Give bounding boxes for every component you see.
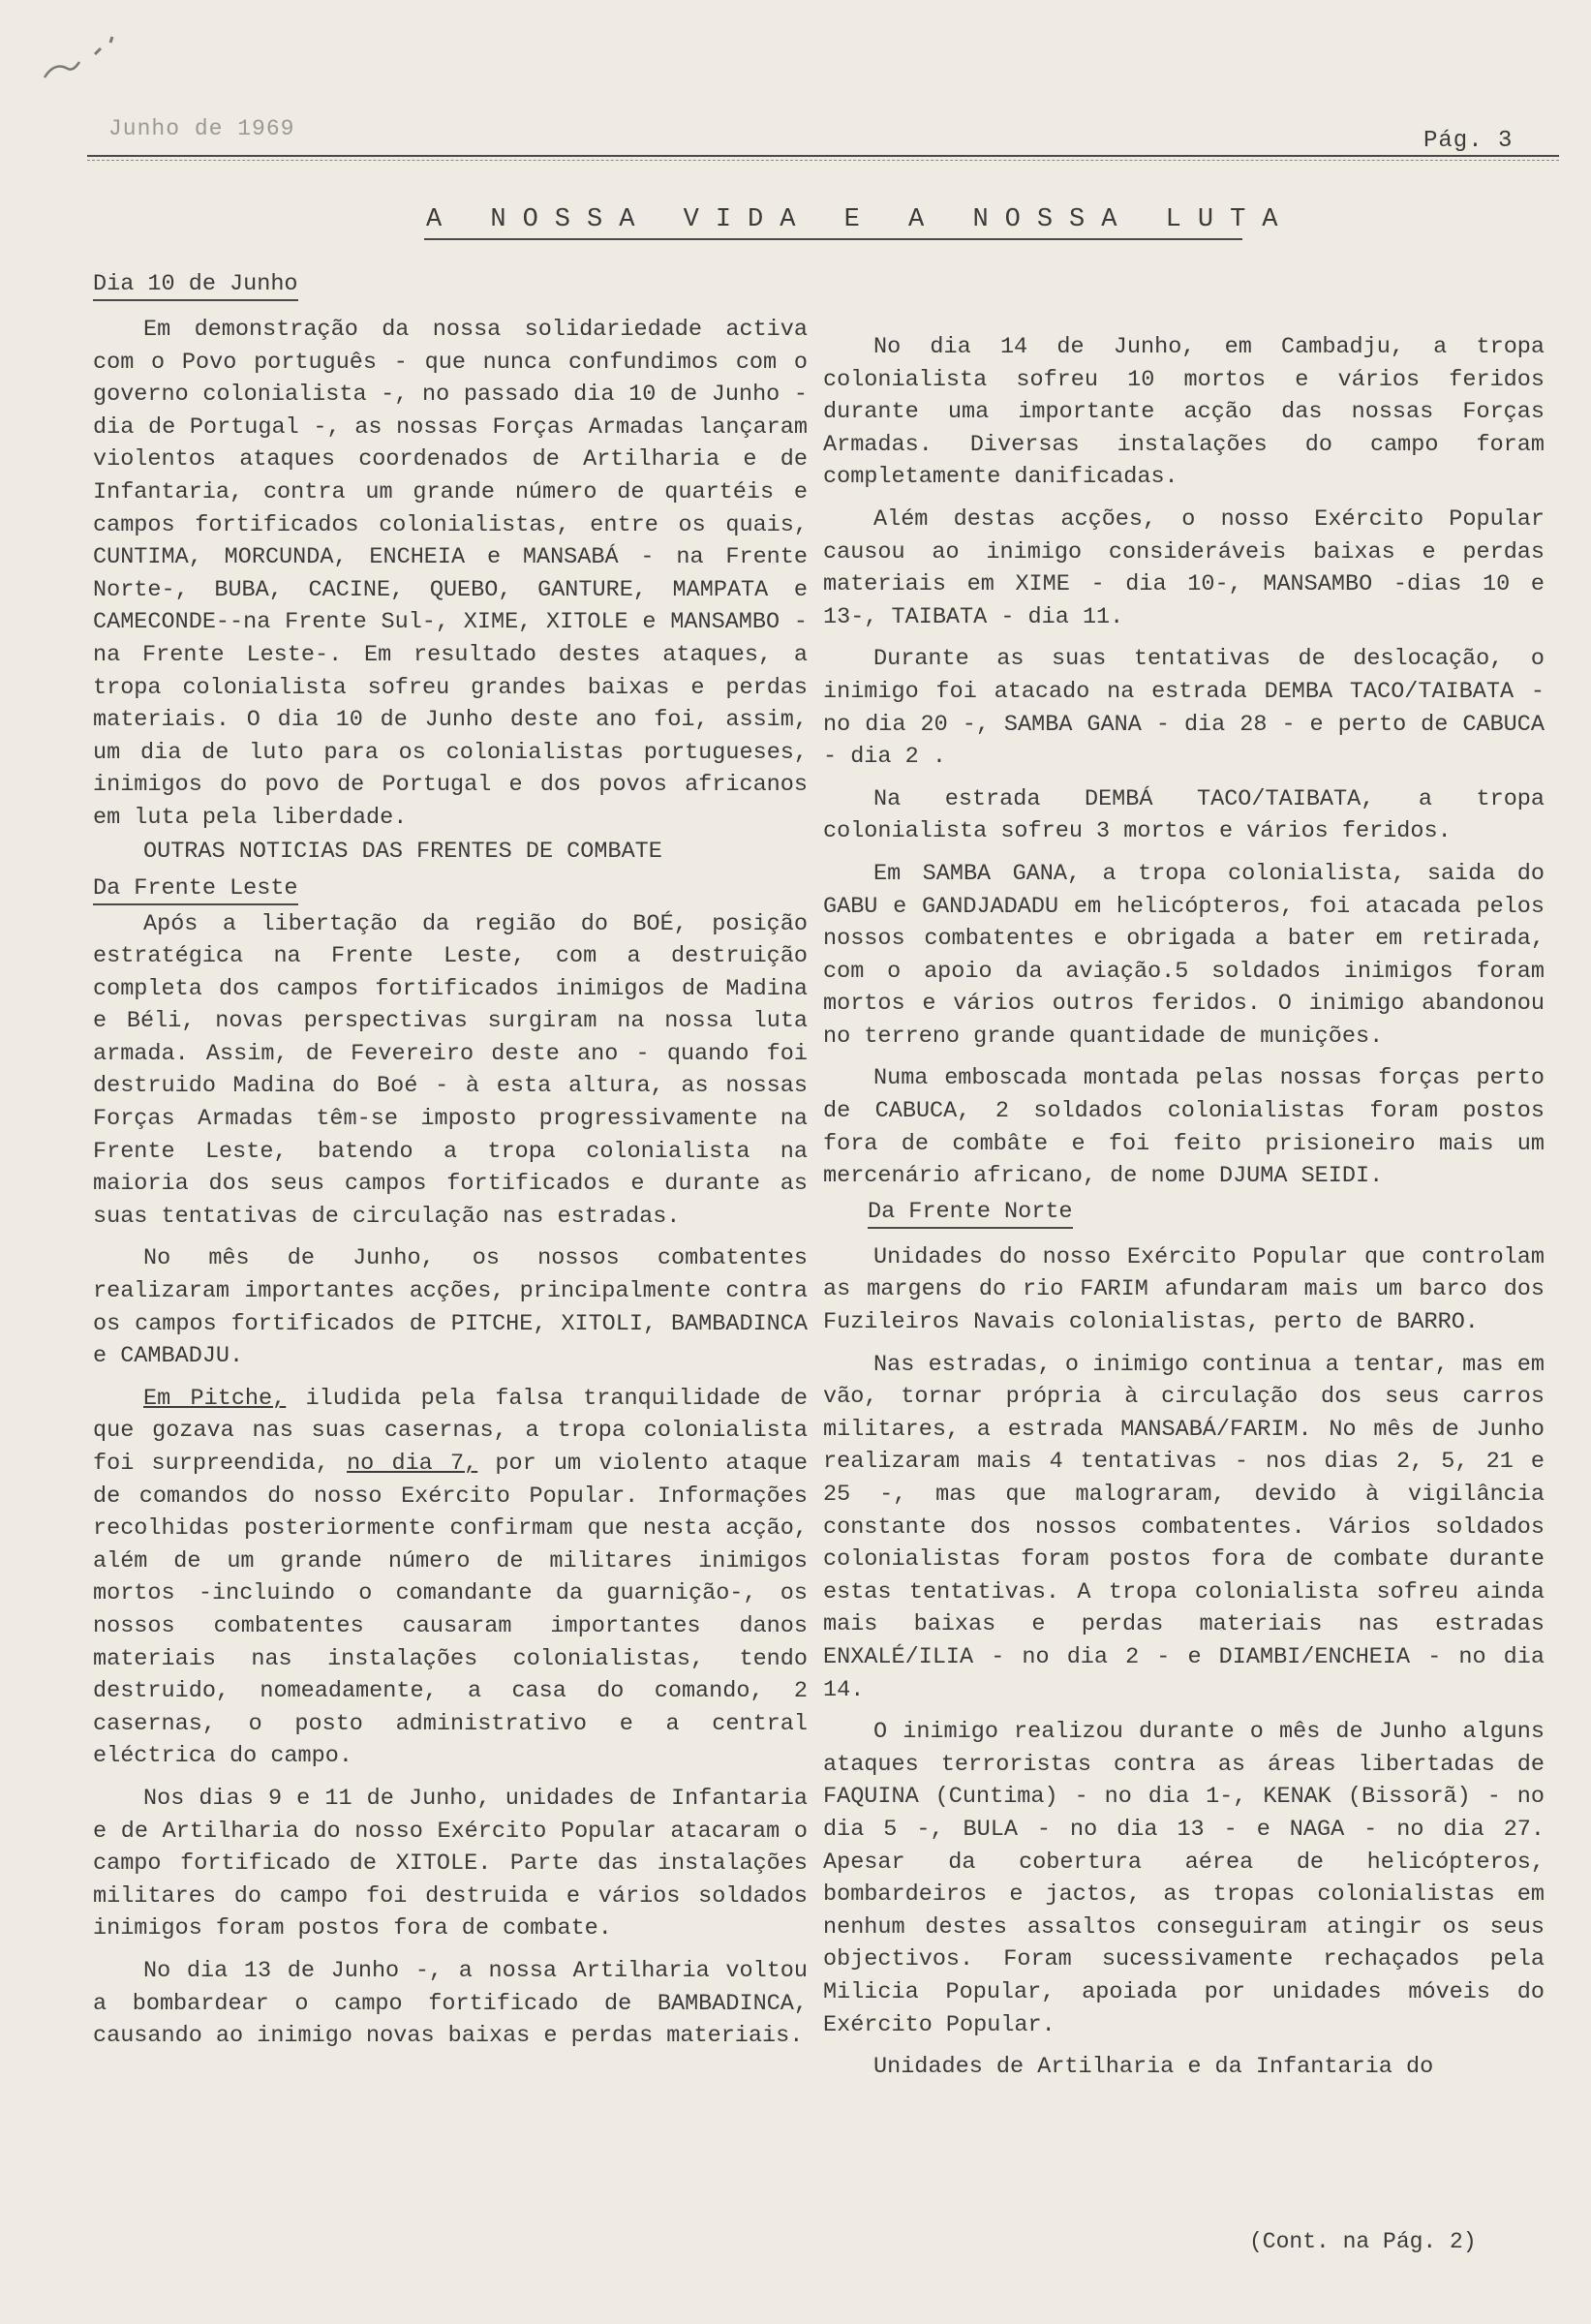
heading-east-front-wrap xyxy=(93,870,808,908)
heading-day-10-wrap xyxy=(93,265,808,304)
heading-north-front-wrap xyxy=(823,1193,1545,1232)
pitche-text-1: iludida pela falsa tranquilidade de que gozava nas suas casernas, a tropa colonialista foi surpreendida, xyxy=(93,1385,809,1477)
heading-east-front: Da Frente Leste xyxy=(93,874,298,905)
paragraph-pitche xyxy=(93,1383,808,1773)
paragraph-xitole: Nos dias 9 e 11 de Junho, unidades de Infantaria e de Artilharia do nosso Exército Popular atacaram o campo fortificado de XITOLE. Parte das instalações militares do campo foi destruida e vários soldados inimigos foram postos fora de combate. xyxy=(93,1785,808,1942)
pitche-text-2: por um violento ataque de comandos do nosso Exército Popular. Informações recolhidas posteriormente confirmam que nesta acção, além de um grande número de militares inimigos mortos -incluindo o comandante da guarnição-, os nossos combatentes causaram importantes danos materiais nas instalações colonialistas, tendo destruido, nomeadamente, a casa do comando, 2 casernas, o posto administrativo e a central eléctrica do campo. xyxy=(93,1451,808,1770)
paragraph-terror-attacks: O inimigo realizou durante o mês de Junho alguns ataques terroristas contra as áreas libertadas de FAQUINA (Cuntima) - no dia 1-, KENAK (Bissorã) - no dia 5 -, BULA - no dia 13 - e NAGA - no dia 27. Apesar da cobertura aérea de helicópteros, bombardeiros e jactos, as tropas colonialistas em nenhum destes assaltos conseguiram atingir os seus objectivos. Foram sucessivamente rechaçados pela Milicia Popular, apoiada por unidades móveis do Exército Popular. xyxy=(823,1719,1545,2038)
pitche-underline: Em Pitche, xyxy=(143,1385,287,1412)
paragraph-mansaba: Nas estradas, o inimigo continua a tentar, mas em vão, tornar própria à circulação dos seus carros militares, a estrada MANSABÁ/FARIM. No mês de Junho realizaram mais 4 tentativas - nos dias 2, 5, 21 e 25 -, mas que malograram, devido à vigilância constante dos nossos combatentes. Vários soldados colonialistas foram postos fora de combate durante estas tentativas. A tropa colonialista sofreu ainda mais baixas e perdas materiais nas estradas ENXALÉ/ILIA - no dia 2 - e DIAMBI/ENCHEIA - no dia 14. xyxy=(823,1351,1545,1703)
paragraph-artillery-units: Unidades de Artilharia e da Infantaria do xyxy=(873,2054,1434,2081)
paragraph-samba-gana: Em SAMBA GANA, a tropa colonialista, saida do GABU e GANDJADADU em helicópteros, foi atacada pelos nossos combatentes e obrigada a bater em retirada, com o apoio da aviação.5 soldados inimigos foram mortos e vários outros feridos. O inimigo abandonou no terreno grande quantidade de munições. xyxy=(823,860,1545,1050)
pen-mark-icon xyxy=(37,29,124,87)
title-underline xyxy=(424,238,1242,240)
subheading-other-news: OUTRAS NOTICIAS DAS FRENTES DE COMBATE xyxy=(143,838,662,865)
paragraph-cabuca: Numa emboscada montada pelas nossas forças perto de CABUCA, 2 soldados colonialistas foram postos fora de combâte e foi feito prisioneiro mais um mercenário africano, de nome DJUMA SEIDI. xyxy=(823,1065,1545,1190)
paragraph-taibata: Na estrada DEMBÁ TACO/TAIBATA, a tropa colonialista sofreu 3 mortos e vários feridos. xyxy=(823,785,1545,845)
heading-north-front: Da Frente Norte xyxy=(868,1198,1073,1229)
paragraph-bambadinca: No dia 13 de Junho -, a nossa Artilharia voltou a bombardear o campo fortificado de BAMBADINCA, causando ao inimigo novas baixas e perdas materiais. xyxy=(93,1957,808,2050)
paragraph-xime: Além destas acções, o nosso Exército Popular causou ao inimigo consideráveis baixas e perdas materiais em XIME - dia 10-, MANSAMBO -dias 10 e 13-, TAIBATA - dia 11. xyxy=(823,505,1545,630)
paragraph-cambadju: No dia 14 de Junho, em Cambadju, a tropa colonialista sofreu 10 mortos e vários feridos durante uma importante acção das nossas Forças Armadas. Diversas instalações do campo foram completamente danificadas. xyxy=(823,334,1545,491)
continued-note: (Cont. na Pág. 2) xyxy=(1249,2229,1477,2254)
header-rule xyxy=(87,155,1559,157)
paragraph-demba-taco: Durante as suas tentativas de deslocação, o inimigo foi atacado na estrada DEMBA TACO/TAIBATA - no dia 20 -, SAMBA GANA - dia 28 - e perto de CABUCA - dia 2 . xyxy=(823,646,1545,771)
page-number: Pág. 3 xyxy=(1423,128,1514,154)
left-column xyxy=(93,265,808,2053)
paragraph-solidarity: Em demonstração da nossa solidariedade activa com o Povo português - que nunca confundimos com o governo colonialista -, no passado dia 10 de Junho - dia de Portugal -, as nossas Forças Armadas lançaram violentos ataques coordenados de Artilharia e de Infantaria, contra um grande número de quartéis e campos fortificados colonialistas, entre os quais, CUNTIMA, MORCUNDA, ENCHEIA e MANSABÁ - na Frente Norte-, BUBA, CACINE, QUEBO, GANTURE, MAMPATA e CAMECONDE--na Frente Sul-, XIME, XITOLE e MANSAMBO -na Frente Leste-. Em resultado destes ataques, a tropa colonialista sofreu grandes baixas e perdas materiais. O dia 10 de Junho deste ano foi, assim, um dia de luto para os colonialistas portugueses, inimigos do povo de Portugal e dos povos africanos em luta pela liberdade. xyxy=(93,317,808,831)
paragraph-boe: Após a libertação da região do BOÉ, posição estratégica na Frente Leste, com a destruição completa dos campos fortificados inimigos de Madina e Béli, novas perspectivas surgiram na nossa luta armada. Assim, de Fevereiro deste ano - quando foi destruido Madina do Boé - à esta altura, as nossas Forças Armadas têm-se imposto progressivamente na Frente Leste, batendo a tropa colonialista na maioria dos seus campos fortificados e durante as suas tentativas de circulação nas estradas. xyxy=(93,910,808,1230)
paragraph-june-actions: No mês de Junho, os nossos combatentes realizaram importantes acções, principalmente contra os campos fortificados de PITCHE, XITOLI, BAMBADINCA e CAMBADJU. xyxy=(93,1245,808,1370)
right-column xyxy=(823,331,1545,2084)
heading-day-10: Dia 10 de Junho xyxy=(93,270,298,301)
page-title: A NOSSA VIDA E A NOSSA LUTA xyxy=(426,205,1295,234)
header-rule-dashed xyxy=(87,160,1559,161)
issue-date: Junho de 1969 xyxy=(108,116,295,141)
day-7-underline: no dia 7, xyxy=(347,1451,478,1477)
paragraph-farim: Unidades do nosso Exército Popular que controlam as margens do rio FARIM afundaram mais um barco dos Fuzileiros Navais colonialistas, perto de BARRO. xyxy=(823,1243,1545,1336)
